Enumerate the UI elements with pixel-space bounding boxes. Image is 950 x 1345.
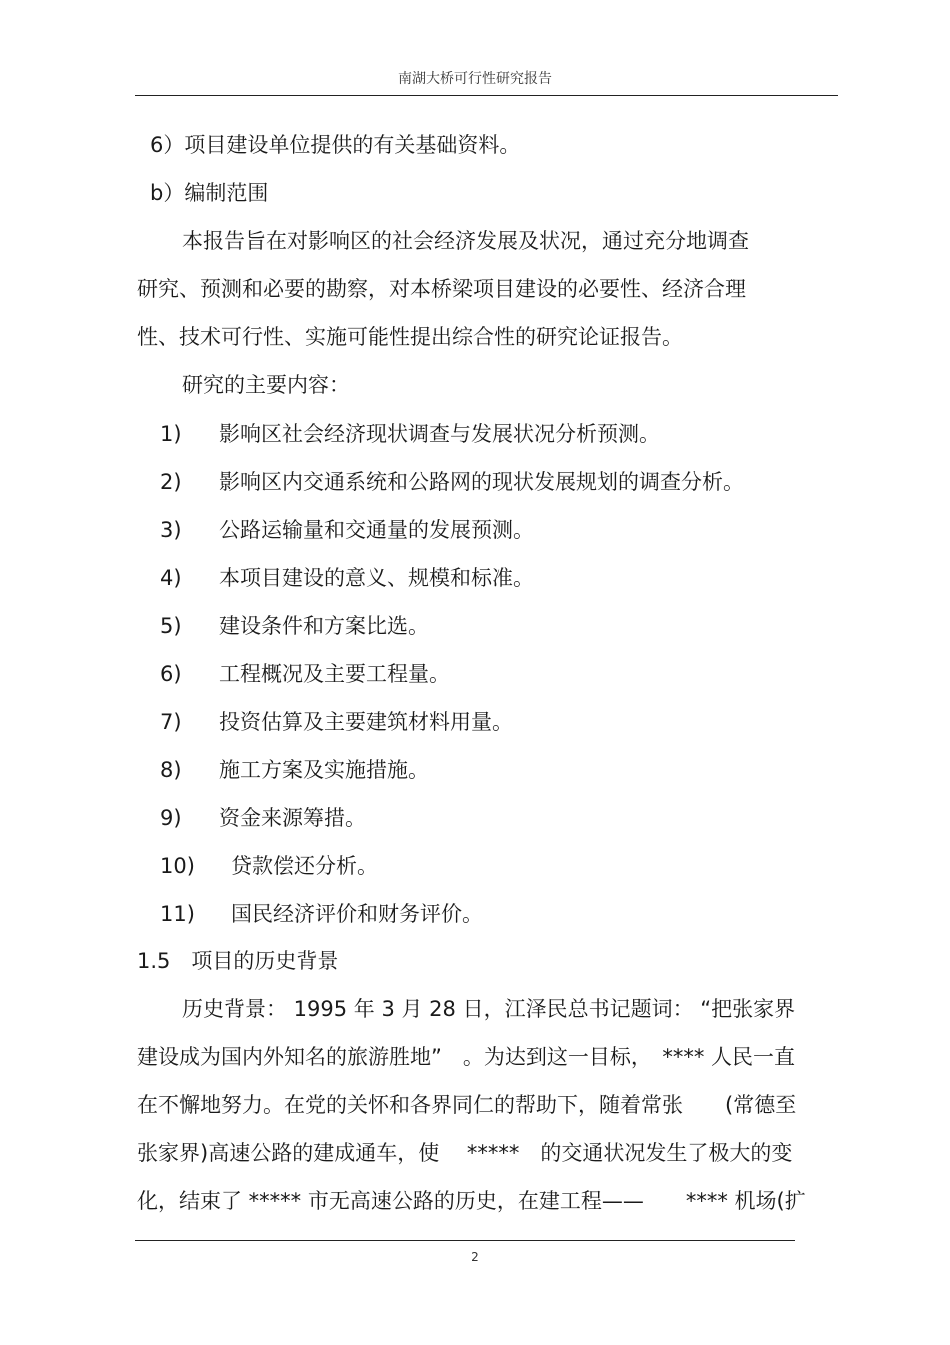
list-item-number: 1)	[160, 422, 182, 446]
list-item-number: 4)	[160, 566, 182, 590]
source-item-6: 6）项目建设单位提供的有关基础资料。	[150, 133, 521, 157]
list-item-number: 10)	[160, 854, 195, 878]
header-rule	[135, 95, 838, 96]
list-item: 公路运输量和交通量的发展预测。	[219, 518, 534, 542]
list-item-number: 2)	[160, 470, 182, 494]
list-item-number: 7)	[160, 710, 182, 734]
list-item-number: 8)	[160, 758, 182, 782]
scope-heading: b）编制范围	[150, 181, 269, 205]
list-item-number: 6)	[160, 662, 182, 686]
history-paragraph-line-1: 历史背景： 1995 年 3 月 28 日，江泽民总书记题词： “把张家界	[182, 997, 796, 1021]
list-item: 施工方案及实施措施。	[219, 758, 429, 782]
page-number: 2	[471, 1250, 479, 1264]
scope-paragraph-line-2: 研究、预测和必要的勘察，对本桥梁项目建设的必要性、经济合理	[137, 277, 746, 301]
list-item: 影响区社会经济现状调查与发展状况分析预测。	[219, 422, 660, 446]
list-item: 资金来源筹措。	[219, 806, 366, 830]
list-item: 影响区内交通系统和公路网的现状发展规划的调查分析。	[219, 470, 744, 494]
list-item: 建设条件和方案比选。	[219, 614, 429, 638]
list-item: 国民经济评价和财务评价。	[231, 902, 483, 926]
running-header: 南湖大桥可行性研究报告	[398, 71, 552, 87]
list-item-number: 3)	[160, 518, 182, 542]
history-paragraph-line-4: 张家界)高速公路的建成通车，使 ***** 的交通状况发生了极大的变	[137, 1141, 793, 1165]
footer-rule	[135, 1240, 795, 1241]
list-item: 本项目建设的意义、规模和标准。	[219, 566, 534, 590]
history-paragraph-line-5: 化，结束了 ***** 市无高速公路的历史，在建工程—— **** 机场(扩	[137, 1189, 806, 1213]
contents-heading: 研究的主要内容：	[182, 373, 350, 397]
list-item-number: 11)	[160, 902, 195, 926]
list-item-number: 5)	[160, 614, 182, 638]
list-item: 投资估算及主要建筑材料用量。	[219, 710, 513, 734]
list-item: 工程概况及主要工程量。	[219, 662, 450, 686]
list-item-number: 9)	[160, 806, 182, 830]
scope-paragraph-line-1: 本报告旨在对影响区的社会经济发展及状况，通过充分地调查	[182, 229, 749, 253]
history-paragraph-line-3: 在不懈地努力。在党的关怀和各界同仁的帮助下，随着常张 (常德至	[137, 1093, 797, 1117]
history-paragraph-line-2: 建设成为国内外知名的旅游胜地” 。为达到这一目标， **** 人民一直	[137, 1045, 796, 1069]
scope-paragraph-line-3: 性、技术可行性、实施可能性提出综合性的研究论证报告。	[137, 325, 683, 349]
list-item: 贷款偿还分析。	[231, 854, 378, 878]
section-heading: 1.5 项目的历史背景	[137, 949, 339, 973]
